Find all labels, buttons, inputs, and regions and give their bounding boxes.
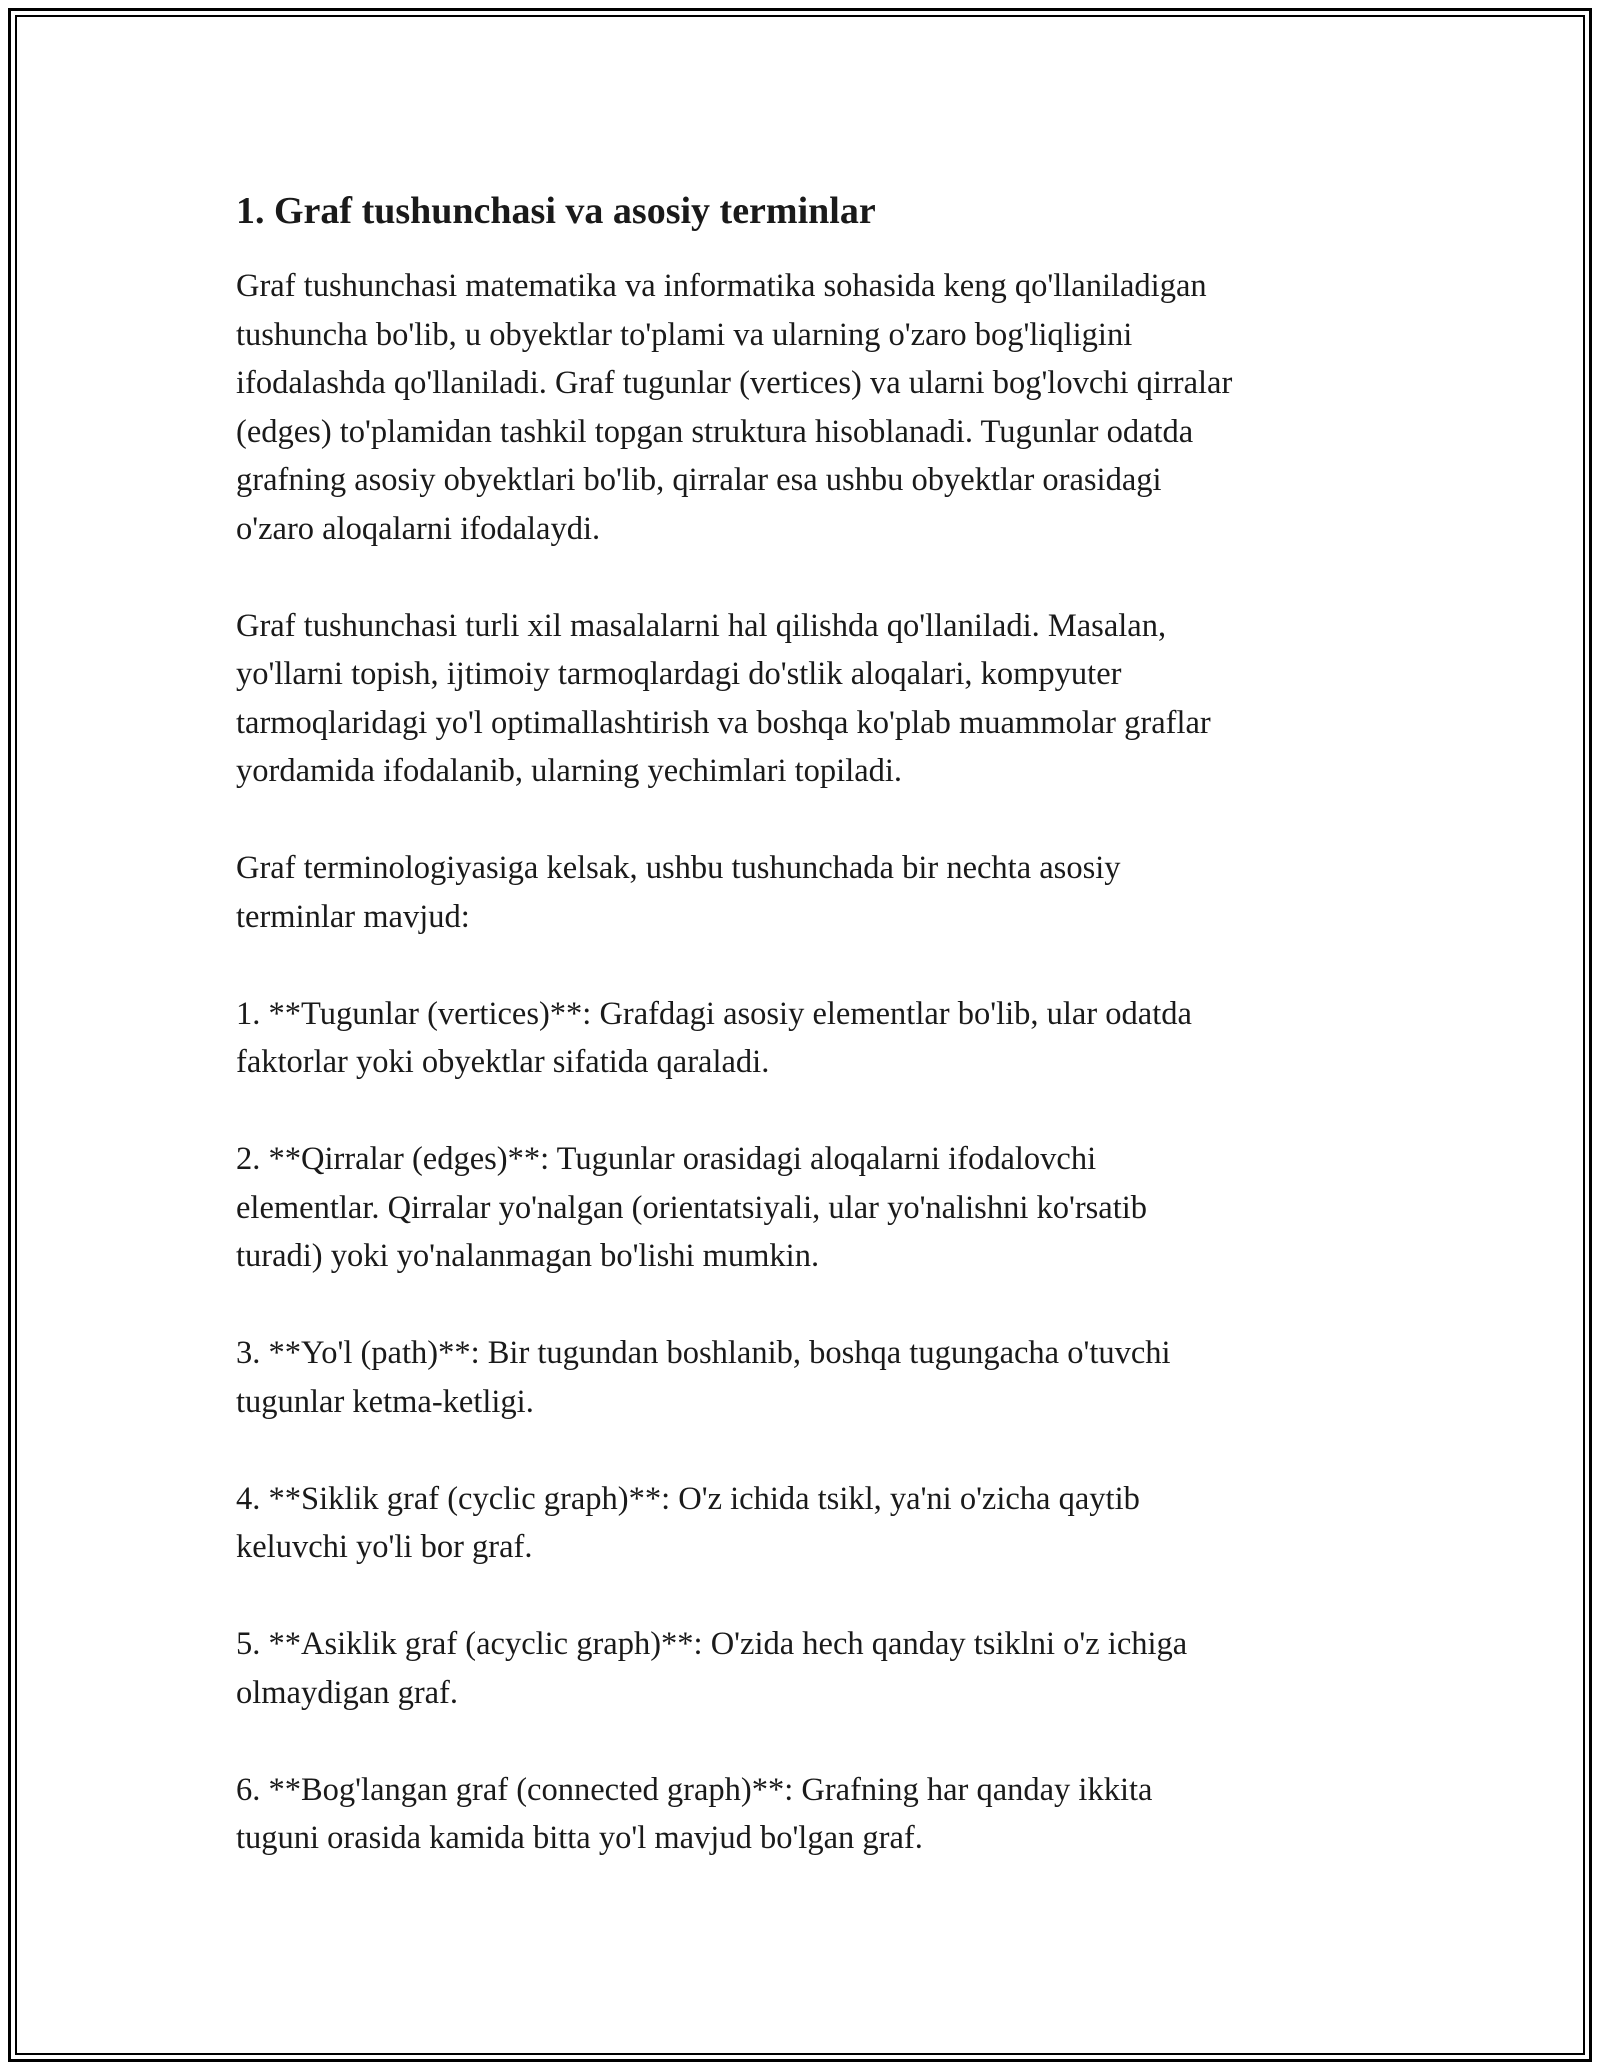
term-item-edges: 2. **Qirralar (edges)**: Tugunlar orasidagi aloqalarni ifodalovchi elementlar. Qirralar yo'nalgan (orientatsiyali, ular yo'nalishni ko'rsatib turadi) yoki yo'nalanmagan bo'lishi mumkin. xyxy=(236,1141,1148,1274)
section-heading: 1. Graf tushunchasi va asosiy terminlar xyxy=(236,190,876,232)
terminology-intro-paragraph: Graf terminologiyasiga kelsak, ushbu tushunchada bir nechta asosiy terminlar mavjud: xyxy=(236,850,1121,935)
term-item-vertices: 1. **Tugunlar (vertices)**: Grafdagi asosiy elementlar bo'lib, ular odatda faktorlar yoki obyektlar sifatida qaraladi. xyxy=(236,995,1192,1080)
usage-paragraph: Graf tushunchasi turli xil masalalarni hal qilishda qo'llaniladi. Masalan, yo'llarni topish, ijtimoiy tarmoqlardagi do'stlik aloqalari, kompyuter tarmoqlaridagi yo'l optimallashtirish va boshqa ko'plab muammolar graflar yordamida ifodalanib, ularning yechimlari topiladi. xyxy=(236,607,1211,789)
document-body xyxy=(236,186,1366,1911)
intro-paragraph: Graf tushunchasi matematika va informatika sohasida keng qo'llaniladigan tushuncha bo'lib, u obyektlar to'plami va ularning o'zaro bog'liqligini ifodalashda qo'llaniladi. Graf tugunlar (vertices) va ularni bog'lovchi qirralar (edges) to'plamidan tashkil topgan struktura hisoblanadi. Tugunlar odatda grafning asosiy obyektlari bo'lib, qirralar esa ushbu obyektlar orasidagi o'zaro aloqalarni ifodalaydi. xyxy=(236,268,1233,547)
term-item-cyclic-graph: 4. **Siklik graf (cyclic graph)**: O'z ichida tsikl, ya'ni o'zicha qaytib keluvchi yo'li bor graf. xyxy=(236,1480,1140,1565)
term-item-path: 3. **Yo'l (path)**: Bir tugundan boshlanib, boshqa tugungacha o'tuvchi tugunlar ketma-ketligi. xyxy=(236,1335,1171,1420)
term-item-connected-graph: 6. **Bog'langan graf (connected graph)**: Grafning har qanday ikkita tuguni orasida kamida bitta yo'l mavjud bo'lgan graf. xyxy=(236,1771,1153,1856)
term-item-acyclic-graph: 5. **Asiklik graf (acyclic graph)**: O'zida hech qanday tsiklni o'z ichiga olmaydigan graf. xyxy=(236,1626,1188,1711)
